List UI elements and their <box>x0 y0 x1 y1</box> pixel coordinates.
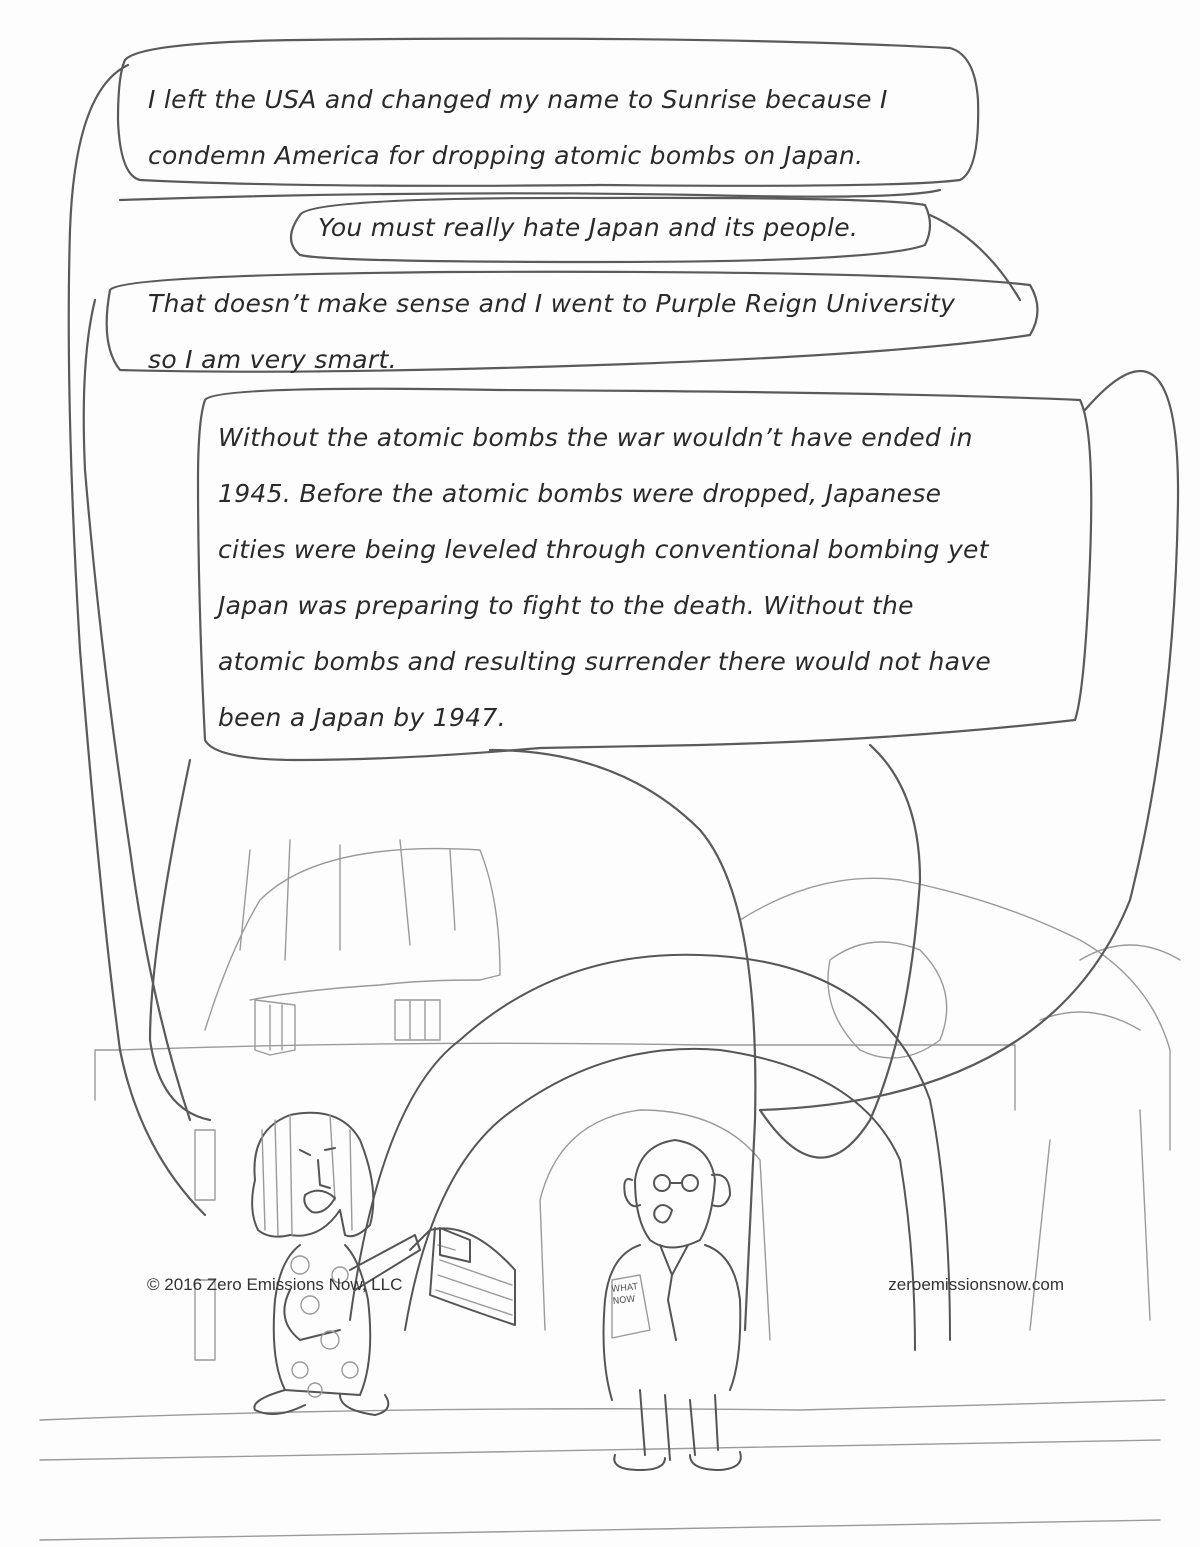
woman-character <box>252 1113 420 1415</box>
speech-bubble-3-text: That doesn’t make sense and I went to Purple Reign University so I am very smart. <box>148 289 956 374</box>
website-link[interactable]: zeroemissionsnow.com <box>888 1275 1064 1294</box>
speech-bubble-2-text: You must really hate Japan and its people. <box>318 213 859 242</box>
jacket-badge-text: WHAT NOW <box>610 1282 639 1307</box>
speech-bubble-4-text: Without the atomic bombs the war wouldn’t have ended in 1945. Before the atomic bombs were dropped, Japanese cities were being leveled through conventional bombing yet Japan was preparing to fight to the death. Without the atomic bombs and resulting surrender there would not have been a Japan by 1947. <box>218 423 992 732</box>
copyright-notice: © 2016 Zero Emissions Now, LLC <box>147 1275 403 1294</box>
ground <box>40 1400 1165 1540</box>
speech-bubble-1-text: I left the USA and changed my name to Sunrise because I condemn America for dropping atomic bombs on Japan. <box>148 85 888 170</box>
